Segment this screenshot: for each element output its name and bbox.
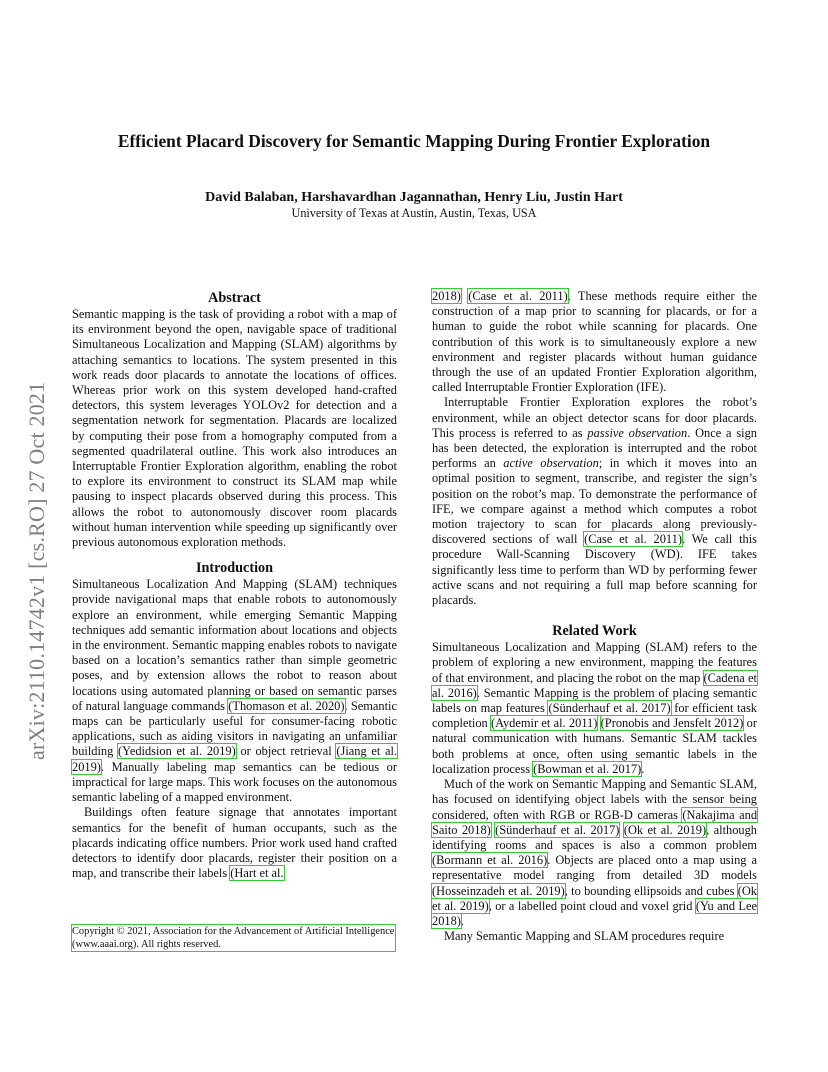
abstract-text: Semantic mapping is the task of providing a robot with a map of its environment beyond the open, navigable space of traditional Simultaneous Localization and Mapping (SLAM) algorithms by attaching semantics to locations. The system presented in this work reads door placards to annotate the locations of offices. Whereas prior work on this system developed hand-crafted detectors, this system leverages YOLOv2 for detection and a segmentation network for segmentation. Placards are localized by computing their pose from a homography computed from a segmented quadrilateral outline. This work also introduces an Interruptable Frontier Exploration algorithm, enabling the robot to explore its environment to construct its SLAM map while pausing to inspect placards observed during this process. This allows the robot to autonomously discover room placards without human intervention while speeding up significantly over previous autonomous exploration methods. [72,307,397,550]
related-paragraph-1: Simultaneous Localization and Mapping (SLAM) refers to the problem of exploring a new environment, mapping the features of that environment, and placing the robot on the map (Cadena et al. 2016). Semantic Mapping is the problem of placing semantic labels on map features (Sünderhauf et al. 2017) for efficient task completion (Aydemir et al. 2011) (Pronobis and Jensfelt 2012) or natural communication with humans. Semantic SLAM tackles both problems at once, often using semantic labels in the localization process (Bowman et al. 2017). [432,640,758,776]
citation-link[interactable]: (Bormann et al. 2016) [432,853,548,868]
affiliation: University of Texas at Austin, Austin, Texas, USA [291,206,537,220]
intro-paragraph-2: Buildings often feature signage that annotates important semantics for the benefit of human occupants, such as the placards indicating office numbers. Prior work used hand crafted detectors to identify door placards, register their position on a map, and transcribe their labels (Hart et al. [72,805,397,881]
intro-paragraph-2-continued: 2018) (Case et al. 2011). These methods require either the construction of a map prior to scanning for placards, or for a human to guide the robot while scanning for placards. One contribution of this work is to simultaneously explore a new environment and register placards without human guidance through the use of an updated Frontier Exploration algorithm, called Interruptable Frontier Exploration (IFE). [432,289,758,395]
citation-link[interactable]: (Bowman et al. 2017) [533,761,642,776]
left-column [72,289,397,881]
citation-link[interactable]: (Hart et al. [230,866,284,881]
related-paragraph-3: Many Semantic Mapping and SLAM procedures require [444,929,725,944]
intro-paragraph-3: Interruptable Frontier Exploration explores the robot’s environment, while an object detector scans for door placards. This process is referred to as passive observation. Once a sign has been detected, the exploration is interrupted and the robot performs an active observation; in which it moves into an optimal position to segment, transcribe, and register the sign’s position on the robot’s map. To demonstrate the performance of IFE, we compare against a method which computes a robot motion trajectory to scan for placards along previously-discovered sections of wall (Case et al. 2011). We call this procedure Wall-Scanning Discovery (WD). IFE takes significantly less time to perform than WD by performing fewer active scans and not requiring a full map before scanning for placards. [432,395,758,608]
arxiv-identifier[interactable]: arXiv:2110.14742v1 [cs.RO] 27 Oct 2021 [24,381,49,760]
introduction-heading: Introduction [196,560,273,577]
citation-link[interactable]: (Nakajima and Saito 2018) [432,807,758,837]
citation-link[interactable]: 2018) [432,289,461,303]
citation-link[interactable]: (Sünderhauf et al. 2017) [495,822,620,837]
citation-link[interactable]: (Case et al. 2011) [584,532,682,547]
citation-link[interactable]: (Ok et al. 2019) [623,822,707,837]
related-work-heading: Related Work [552,623,637,640]
author-list: David Balaban, Harshavardhan Jagannathan, Henry Liu, Justin Hart [205,190,623,205]
citation-link[interactable]: (Thomason et al. 2020) [228,698,345,713]
intro-paragraph-1: Simultaneous Localization And Mapping (SLAM) techniques provide navigational maps that enable robots to autonomously explore an environment, while emerging Semantic Mapping techniques add semantic information about locations and objects in the environment. Semantic mapping enables robots to navigate based on a location’s semantics rather than simple geometric poses, and by extension allows the robot to reason about locations using automated planning or based on semantic parses of natural language commands (Thomason et al. 2020). Semantic maps can be particularly useful for consumer-facing robotic applications, such as aiding visitors in navigating an unfamiliar building (Yedidsion et al. 2019) or object retrieval (Jiang et al. 2019). Manually labeling map semantics can be tedious or impractical for large maps. This work focuses on the autonomous semantic labeling of a mapped environment. [72,577,398,805]
citation-link[interactable]: (Ok et al. 2019) [432,883,758,913]
citation-link[interactable]: (Yedidsion et al. 2019) [118,744,236,759]
citation-link[interactable]: (Sünderhauf et al. 2017) [548,701,671,716]
citation-link[interactable]: (Yu and Lee 2018) [432,898,757,928]
abstract-heading: Abstract [208,290,261,306]
citation-link[interactable]: (Pronobis and Jensfelt 2012) [600,716,744,731]
copyright-notice[interactable]: Copyright © 2021, Association for the Advancement of Artificial Intelligence (www.aaai.org). All rights reserved. [72,926,395,950]
citation-link[interactable]: (Case et al. 2011) [468,289,568,303]
right-column [432,289,757,944]
paper-title: Efficient Placard Discovery for Semantic Mapping During Frontier Exploration [117,131,711,151]
citation-link[interactable]: (Cadena et al. 2016) [432,670,757,700]
related-paragraph-2: Much of the work on Semantic Mapping and Semantic SLAM, has focused on identifying object labels with the sensor being considered, often with RGB or RGB-D cameras (Nakajima and Saito 2018) (Sünderhauf et al. 2017) (Ok et al. 2019), although identifying rooms and spaces is also a common problem (Bormann et al. 2016). Objects are placed onto a map using a representative model ranging from detailed 3D models (Hosseinzadeh et al. 2019), to bounding ellipsoids and cubes (Ok et al. 2019), or a labelled point cloud and voxel grid (Yu and Lee 2018). [432,777,758,928]
citation-link[interactable]: (Aydemir et al. 2011) [491,716,598,731]
citation-link[interactable]: (Hosseinzadeh et al. 2019) [432,883,565,898]
citation-link[interactable]: (Jiang et al. 2019) [72,744,398,774]
